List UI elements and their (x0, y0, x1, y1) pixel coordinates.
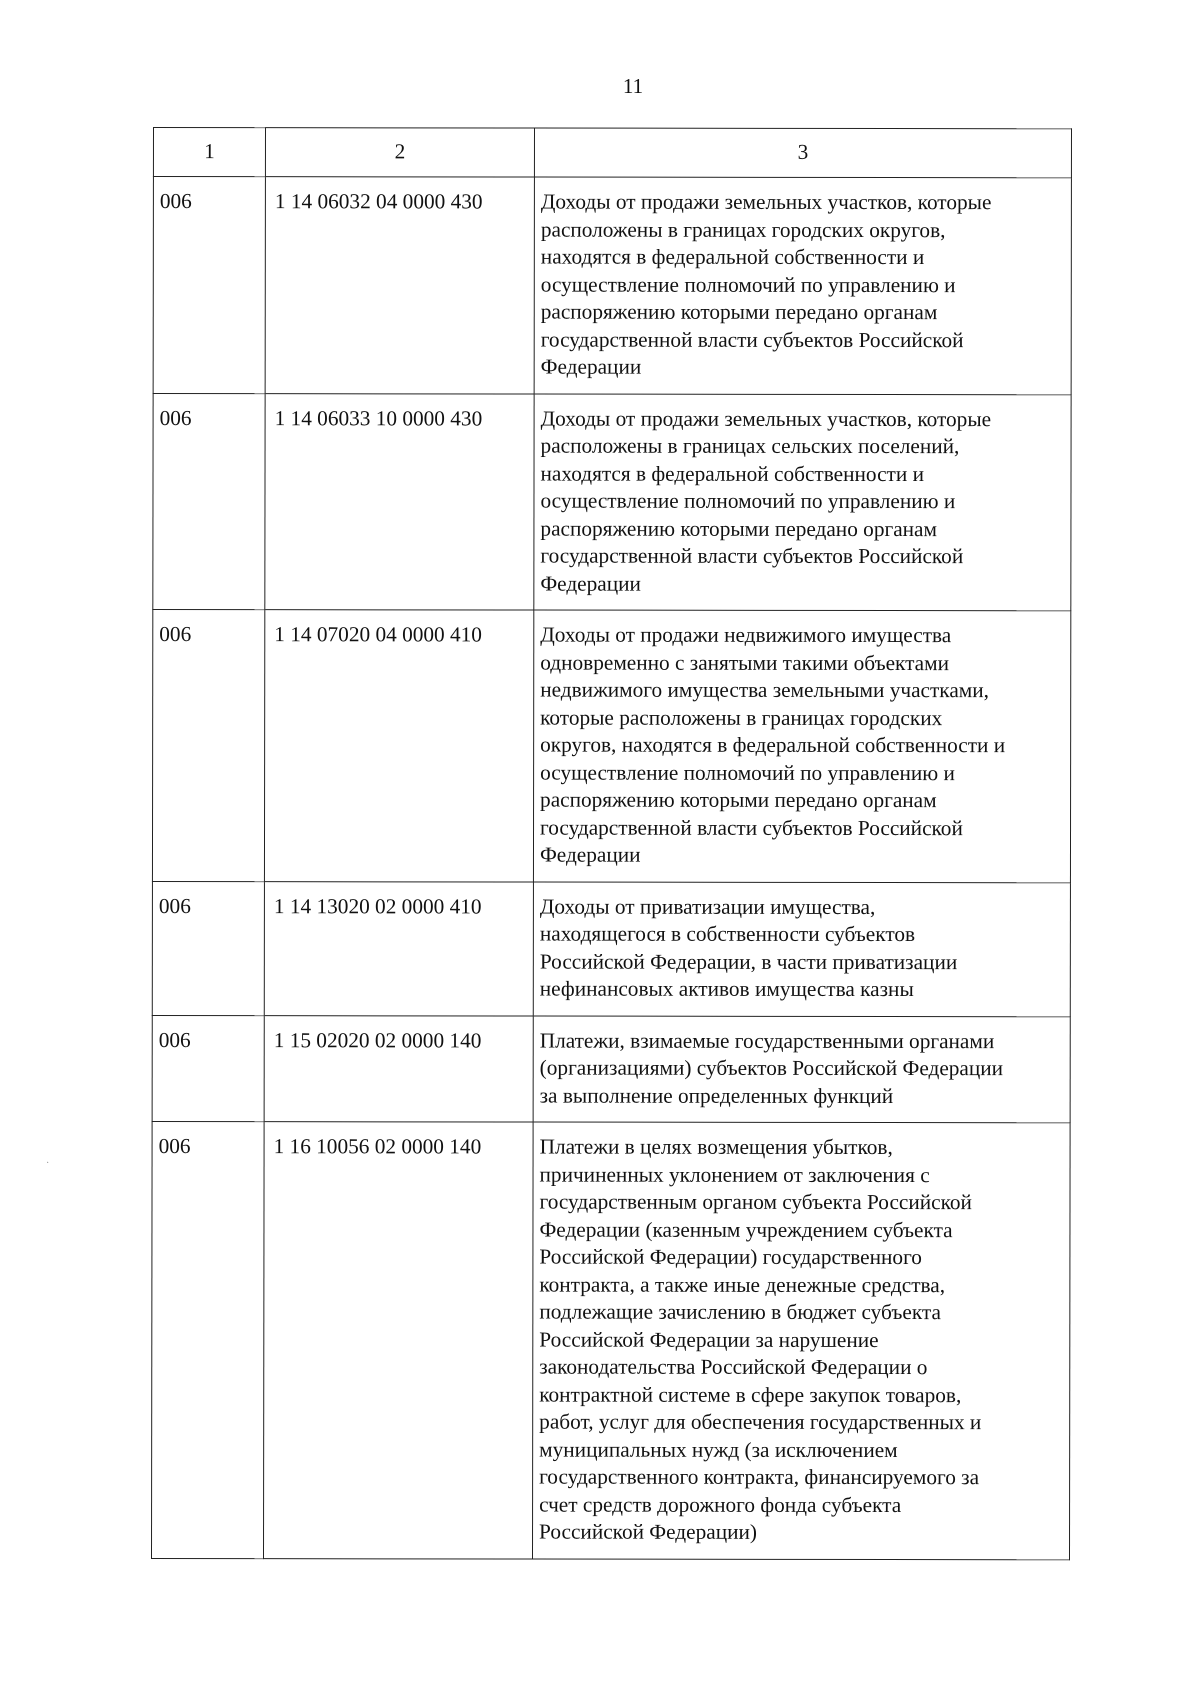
description-line: находятся в федеральной собственности и (540, 461, 925, 486)
description-line: государственным органом субъекта Российской (539, 1189, 972, 1215)
description-line: счет средств дорожного фонда субъекта (539, 1492, 902, 1517)
description-line: недвижимого имущества земельными участками, (540, 677, 990, 703)
description-line: государственной власти субъектов Российской (540, 543, 964, 569)
description-line: округов, находятся в федеральной собственности и (540, 732, 1006, 758)
description-line: законодательства Российской Федерации о (539, 1354, 928, 1380)
description-cell (533, 882, 1070, 1017)
description-line: распоряжению которыми передано органам (540, 299, 938, 325)
description-line: Доходы от продажи недвижимого имущества (540, 622, 952, 648)
description-line: Федерации (540, 571, 641, 596)
description-line: которые расположены в границах городских (540, 705, 943, 730)
description-line: осуществление полномочий по управлению и (540, 760, 955, 785)
budget-code-cell: 1 16 10056 02 0000 140 (264, 1122, 534, 1559)
description-line: нефинансовых активов имущества казны (539, 976, 914, 1002)
description-line: работ, услуг для обеспечения государственных и (539, 1409, 982, 1435)
description-line: Платежи в целях возмещения убытков, (539, 1134, 893, 1160)
budget-code-cell: 1 14 13020 02 0000 410 (264, 881, 533, 1015)
description-line: за выполнение определенных функций (539, 1083, 894, 1108)
budget-code-cell: 1 14 06033 10 0000 430 (265, 393, 534, 610)
description-line: Федерации (казенным учреждением субъекта (539, 1217, 953, 1242)
description-line: Доходы от приватизации имущества, (539, 894, 876, 919)
description-line: расположены в границах городских округов, (540, 217, 946, 242)
description-cell (533, 610, 1070, 882)
table-row (152, 1121, 1071, 1559)
description-line: осуществление полномочий по управлению и (540, 272, 956, 297)
table-row (152, 1015, 1070, 1123)
description-cell (534, 177, 1071, 394)
header-col-2: 2 (265, 128, 534, 177)
admin-code-cell: 006 (152, 1121, 265, 1558)
budget-code-cell: 1 14 06032 04 0000 430 (265, 177, 534, 394)
admin-code-cell: 006 (152, 610, 264, 882)
description-cell (534, 394, 1071, 611)
description-line: контракта, а также иные денежные средства, (539, 1272, 946, 1297)
description-line: Федерации (540, 354, 642, 379)
description-line: подлежащие зачислению в бюджет субъекта (539, 1299, 941, 1325)
table-row (153, 177, 1071, 395)
header-col-3: 3 (534, 128, 1071, 178)
description-cell (533, 1122, 1071, 1559)
scan-speck: · (46, 1158, 50, 1169)
table-header-row (153, 128, 1071, 178)
description-line: Платежи, взимаемые государственными органами (539, 1028, 995, 1053)
description-line: муниципальных нужд (за исключением (539, 1437, 898, 1462)
description-line: Российской Федерации) государственного (539, 1244, 922, 1270)
admin-code-cell: 006 (152, 1015, 264, 1122)
description-line: причиненных уклонением от заключения с (539, 1162, 930, 1187)
description-line: Российской Федерации) (539, 1519, 758, 1544)
description-line: государственной власти субъектов Российской (540, 815, 963, 840)
description-line: (организациями) субъектов Российской Федерации (539, 1055, 1004, 1081)
admin-code-cell: 006 (152, 881, 264, 1015)
budget-code-cell: 1 15 02020 02 0000 140 (264, 1015, 533, 1122)
description-line: Доходы от продажи земельных участков, которые (540, 189, 992, 215)
header-col-1: 1 (153, 128, 265, 177)
description-line: Российской Федерации, в части приватизации (539, 949, 958, 974)
description-line: расположены в границах сельских поселений, (540, 433, 960, 459)
admin-code-cell: 006 (153, 177, 265, 394)
description-line: государственной власти субъектов Российской (540, 327, 964, 352)
page-number: 11 (622, 74, 644, 98)
revenue-codes-table (151, 127, 1072, 1560)
description-line: распоряжению которыми передано органам (540, 787, 937, 813)
description-line: одновременно с занятыми такими объектами (540, 650, 950, 675)
description-line: находятся в федеральной собственности и (540, 244, 925, 270)
table-row (152, 610, 1070, 883)
description-cell (533, 1016, 1070, 1123)
description-line: Доходы от продажи земельных участков, которые (540, 406, 992, 431)
description-line: контрактной системе в сфере закупок товаров, (539, 1382, 962, 1407)
description-line: находящегося в собственности субъектов (539, 921, 916, 947)
table-row (152, 881, 1070, 1016)
description-line: распоряжению которыми передано органам (540, 516, 938, 541)
description-line: Федерации (539, 842, 641, 867)
description-line: государственного контракта, финансируемого за (539, 1464, 980, 1490)
description-line: осуществление полномочий по управлению и (540, 488, 956, 514)
table-row (153, 393, 1071, 611)
description-line: Российской Федерации за нарушение (539, 1327, 879, 1352)
admin-code-cell: 006 (153, 393, 265, 610)
budget-code-cell: 1 14 07020 04 0000 410 (264, 610, 533, 882)
